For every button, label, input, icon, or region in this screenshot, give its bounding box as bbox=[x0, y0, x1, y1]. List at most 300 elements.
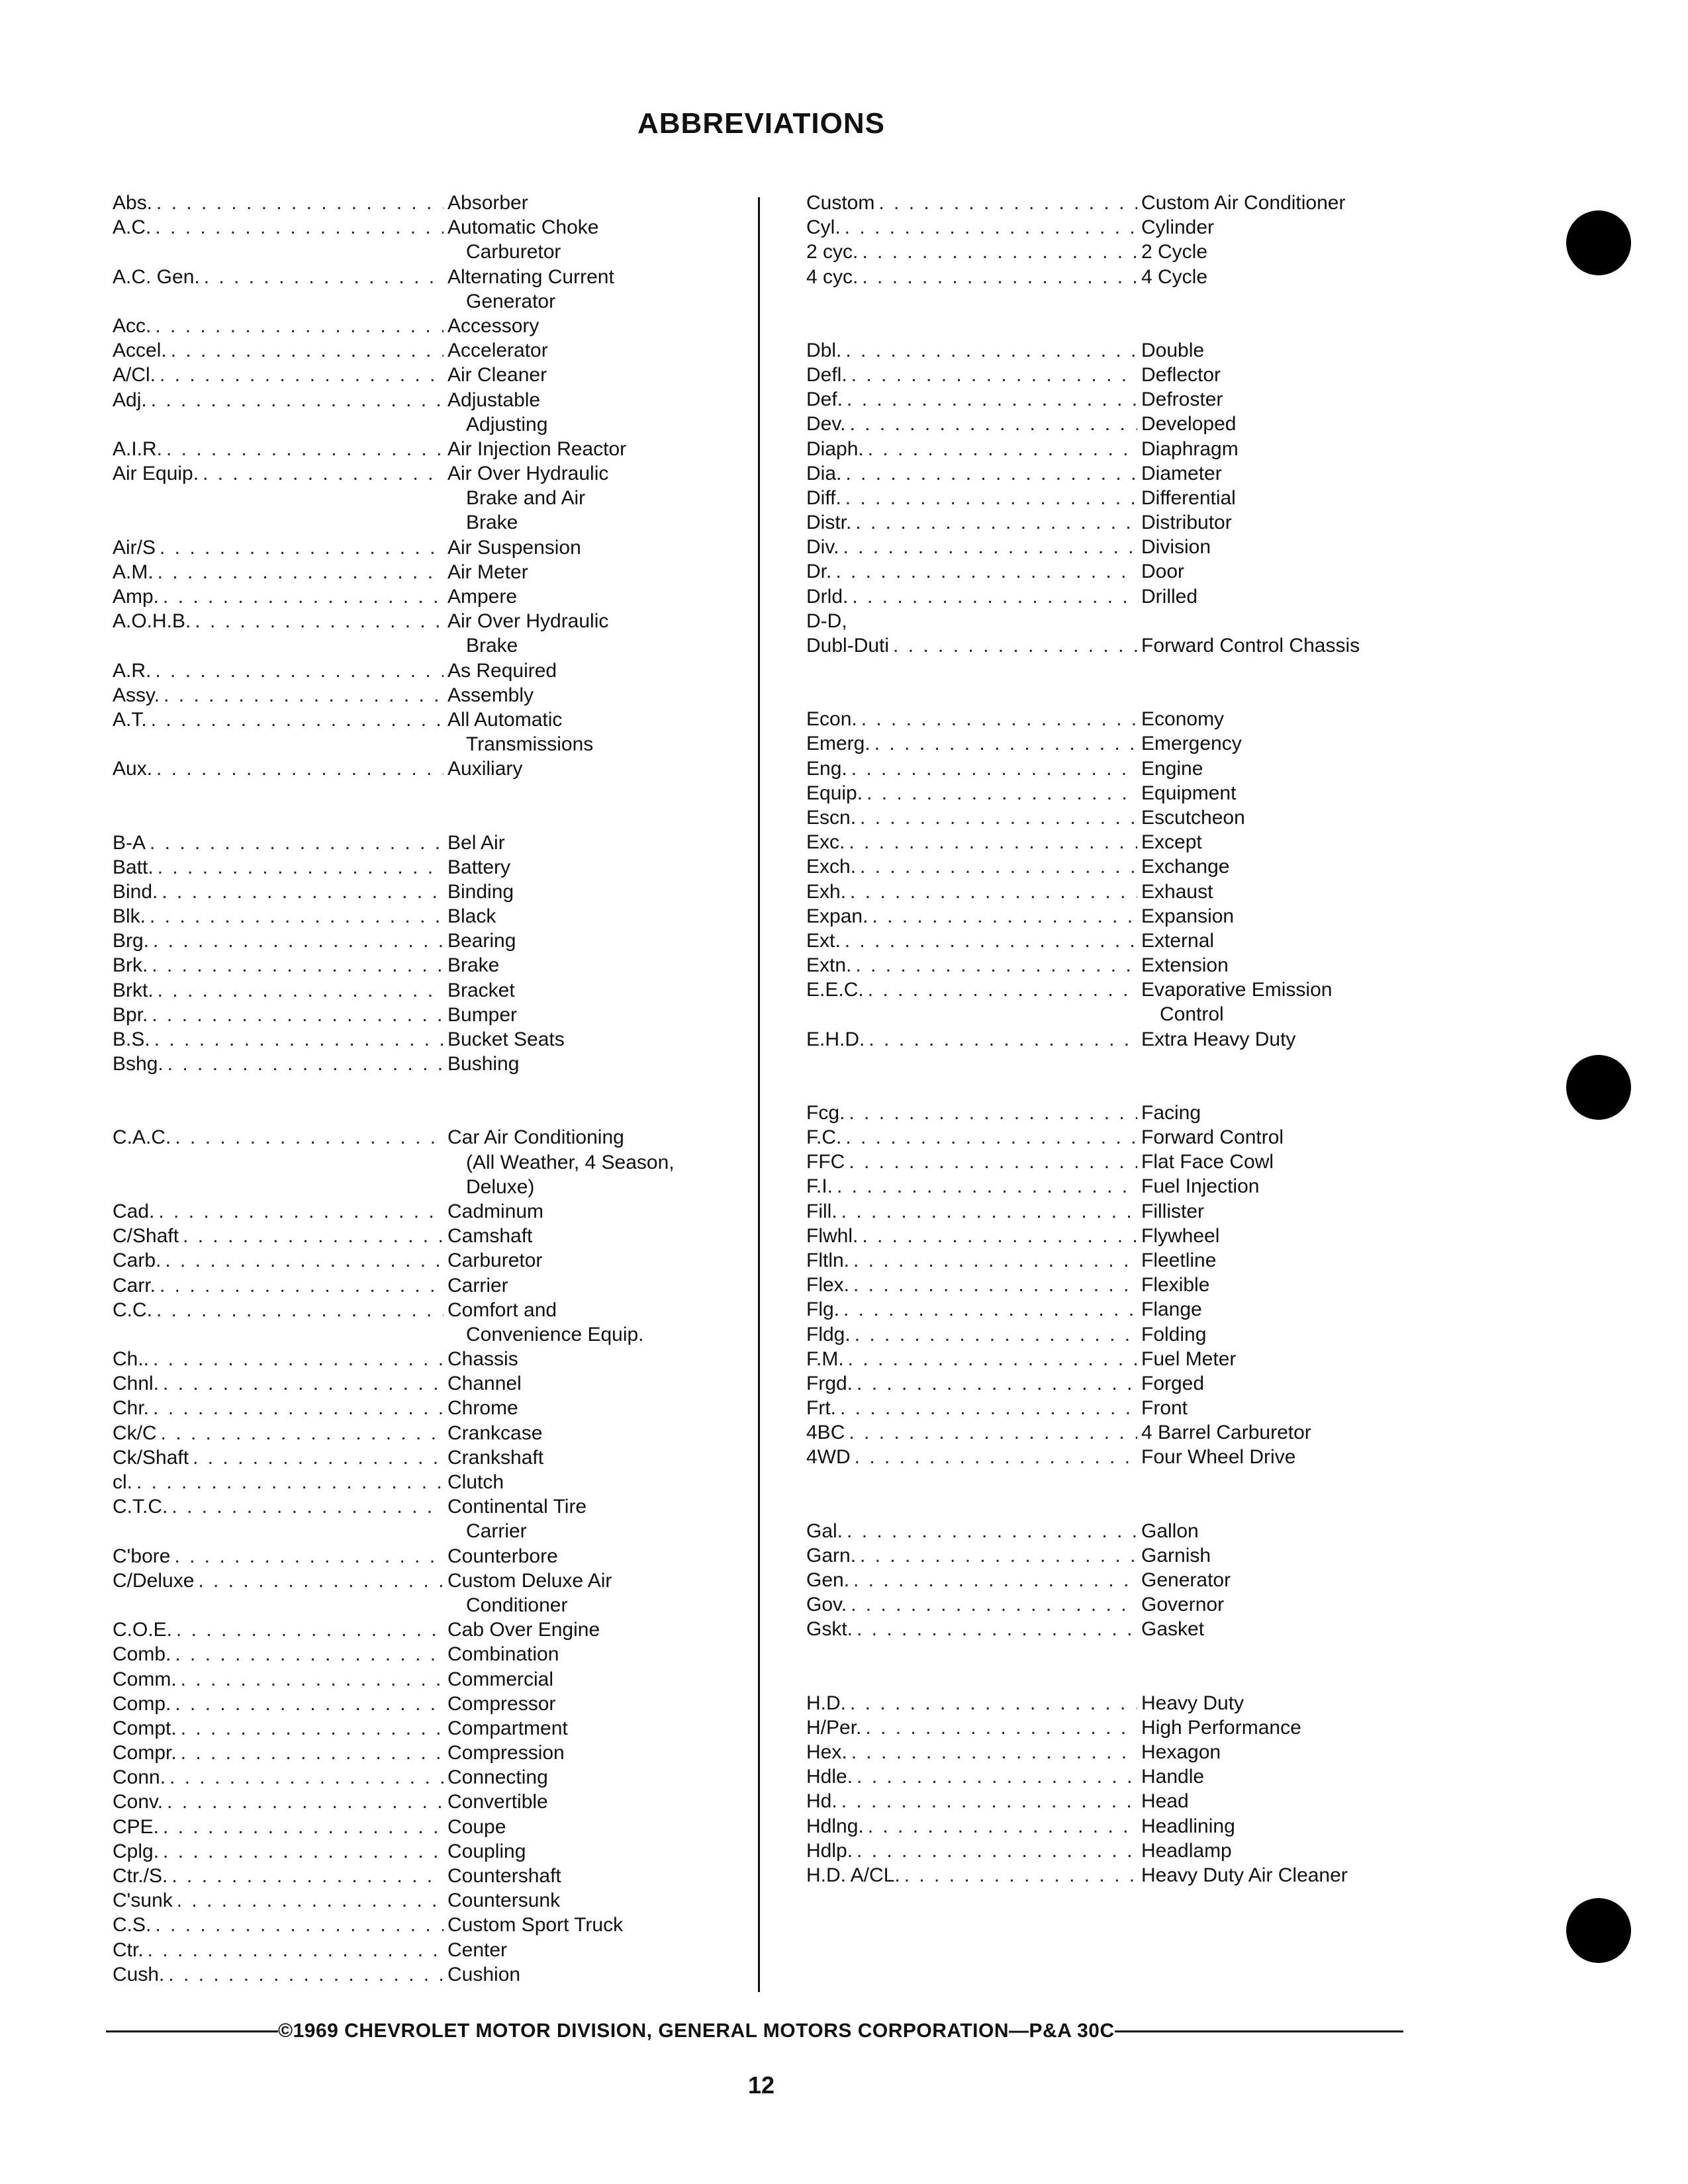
abbreviation-row bbox=[806, 1519, 1415, 1543]
abbreviation-term bbox=[113, 461, 444, 486]
abbreviation-meaning: Cadminum bbox=[447, 1200, 544, 1222]
abbreviation-term bbox=[806, 978, 1137, 1002]
abbreviation-meaning: Transmissions bbox=[466, 733, 594, 756]
abbreviation-term bbox=[113, 1692, 444, 1716]
abbreviation-text: Diaph. bbox=[806, 437, 864, 460]
abbreviation-term bbox=[113, 1519, 444, 1543]
abbreviation-term bbox=[806, 830, 1137, 854]
abbreviation-group bbox=[806, 1101, 1415, 1470]
abbreviation-term bbox=[113, 1199, 444, 1224]
abbreviation-text: E.E.C. bbox=[806, 979, 864, 1001]
dot-leader bbox=[835, 559, 1137, 584]
abbreviation-meaning: Bearing bbox=[447, 930, 516, 952]
abbreviation-row bbox=[806, 805, 1415, 830]
abbreviation-row bbox=[806, 880, 1415, 904]
abbreviation-text: C.S. bbox=[113, 1914, 152, 1936]
abbreviation-meaning: Flat Face Cowl bbox=[1141, 1151, 1274, 1173]
abbreviation-term bbox=[113, 363, 444, 387]
abbreviation-meaning: External bbox=[1141, 929, 1215, 952]
abbreviation-term bbox=[113, 510, 444, 535]
abbreviation-text: C.A.C. bbox=[113, 1126, 171, 1149]
dot-leader bbox=[847, 387, 1137, 412]
abbreviation-text: F.M. bbox=[806, 1347, 844, 1370]
abbreviation-text: A.M. bbox=[113, 561, 154, 583]
abbreviation-text: C/Shaft bbox=[113, 1225, 179, 1248]
abbreviation-meaning: (All Weather, 4 Season, bbox=[466, 1151, 675, 1173]
abbreviation-row bbox=[113, 1839, 722, 1864]
abbreviation-term bbox=[113, 1593, 444, 1617]
abbreviation-meaning: Generator bbox=[466, 290, 556, 312]
abbreviation-term bbox=[113, 314, 444, 338]
abbreviation-meaning: Heavy Duty Air Cleaner bbox=[1141, 1864, 1348, 1886]
dot-leader bbox=[855, 510, 1137, 535]
abbreviation-term bbox=[113, 1544, 444, 1569]
abbreviation-text: Gov. bbox=[806, 1594, 847, 1616]
abbreviation-row bbox=[113, 1519, 722, 1543]
abbreviation-meaning: Compressor bbox=[447, 1692, 556, 1715]
abbreviation-term bbox=[806, 1174, 1137, 1199]
dot-leader bbox=[175, 1125, 444, 1150]
abbreviation-term bbox=[113, 1962, 444, 1987]
dot-leader bbox=[849, 830, 1137, 854]
abbreviation-text: Exh. bbox=[806, 880, 847, 903]
dot-leader bbox=[158, 1199, 444, 1224]
dot-leader bbox=[855, 953, 1137, 978]
dot-leader bbox=[853, 1248, 1137, 1273]
abbreviation-meaning: Handle bbox=[1141, 1766, 1205, 1788]
abbreviation-row bbox=[113, 1864, 722, 1888]
abbreviation-row bbox=[113, 1790, 722, 1814]
abbreviation-text: H/Per. bbox=[806, 1716, 862, 1739]
dot-leader bbox=[163, 1815, 444, 1839]
abbreviation-text: Frt. bbox=[806, 1397, 836, 1420]
abbreviation-meaning: Extension bbox=[1141, 954, 1229, 977]
abbreviation-text: Hdlp. bbox=[806, 1839, 853, 1862]
abbreviation-text: Ch.. bbox=[113, 1348, 150, 1371]
abbreviation-row bbox=[806, 1174, 1415, 1199]
dot-leader bbox=[867, 781, 1137, 805]
abbreviation-row bbox=[806, 363, 1415, 387]
abbreviation-row bbox=[806, 1814, 1415, 1839]
abbreviation-term bbox=[806, 412, 1137, 436]
abbreviation-row bbox=[806, 510, 1415, 535]
abbreviation-term bbox=[113, 659, 444, 683]
dot-leader bbox=[851, 1592, 1137, 1617]
abbreviation-meaning: Folding bbox=[1141, 1323, 1207, 1345]
abbreviation-meaning: Carrier bbox=[447, 1274, 508, 1297]
abbreviation-meaning: Absorber bbox=[447, 192, 528, 214]
abbreviation-meaning: High Performance bbox=[1141, 1716, 1301, 1739]
abbreviation-row bbox=[806, 387, 1415, 412]
abbreviation-term bbox=[113, 904, 444, 929]
dot-leader bbox=[151, 707, 444, 732]
dot-leader bbox=[171, 1494, 444, 1519]
dot-leader bbox=[868, 1814, 1137, 1839]
abbreviation-term bbox=[806, 1519, 1137, 1543]
abbreviation-term bbox=[806, 756, 1137, 781]
abbreviation-row bbox=[113, 1667, 722, 1692]
abbreviation-row bbox=[806, 191, 1415, 215]
abbreviation-meaning: Air Over Hydraulic bbox=[447, 610, 609, 633]
abbreviation-row bbox=[806, 1027, 1415, 1052]
abbreviation-term bbox=[113, 1150, 444, 1175]
abbreviation-text: C/Deluxe bbox=[113, 1569, 195, 1592]
abbreviation-text: Ck/Shaft bbox=[113, 1446, 189, 1469]
abbreviation-term bbox=[113, 633, 444, 658]
abbreviation-row bbox=[113, 855, 722, 880]
abbreviation-meaning: Adjustable bbox=[447, 388, 541, 411]
abbreviation-text: Econ. bbox=[806, 708, 857, 731]
abbreviation-row bbox=[806, 929, 1415, 953]
abbreviation-row bbox=[113, 314, 722, 338]
abbreviation-term bbox=[113, 1765, 444, 1790]
abbreviation-term bbox=[113, 978, 444, 1003]
dot-leader bbox=[862, 1224, 1137, 1248]
abbreviation-row bbox=[113, 880, 722, 904]
abbreviation-row bbox=[806, 240, 1415, 264]
abbreviation-meaning: Cushion bbox=[447, 1963, 521, 1985]
abbreviation-text: Flex. bbox=[806, 1274, 850, 1297]
dot-leader bbox=[868, 437, 1137, 461]
abbreviation-row bbox=[113, 1371, 722, 1396]
abbreviation-term bbox=[806, 1691, 1137, 1715]
abbreviation-row bbox=[113, 1003, 722, 1027]
abbreviation-meaning: Air Suspension bbox=[447, 536, 581, 559]
dot-leader bbox=[855, 1322, 1137, 1347]
abbreviation-meaning: Gallon bbox=[1141, 1520, 1199, 1542]
abbreviation-meaning: Brake bbox=[447, 954, 500, 977]
dot-leader bbox=[160, 363, 444, 387]
dot-leader bbox=[851, 1740, 1137, 1764]
abbreviation-row bbox=[113, 535, 722, 560]
abbreviation-row bbox=[806, 1740, 1415, 1764]
abbreviation-term bbox=[113, 1175, 444, 1199]
abbreviation-row bbox=[113, 1569, 722, 1593]
abbreviation-row bbox=[113, 388, 722, 412]
abbreviation-meaning: All Automatic bbox=[447, 708, 563, 731]
abbreviation-term bbox=[113, 1347, 444, 1371]
abbreviation-row bbox=[806, 437, 1415, 461]
abbreviation-text: Comm. bbox=[113, 1668, 177, 1690]
abbreviation-term bbox=[806, 1764, 1137, 1789]
abbreviation-row bbox=[806, 559, 1415, 584]
abbreviation-row bbox=[806, 1248, 1415, 1273]
abbreviation-term bbox=[113, 1667, 444, 1692]
abbreviation-term bbox=[806, 486, 1137, 510]
dot-leader bbox=[163, 584, 444, 609]
abbreviation-term bbox=[806, 707, 1137, 731]
abbreviation-text: Gen. bbox=[806, 1569, 850, 1591]
abbreviation-meaning: Equipment bbox=[1141, 782, 1237, 804]
dot-leader bbox=[845, 215, 1137, 240]
abbreviation-text: Accel. bbox=[113, 340, 167, 362]
dot-leader bbox=[158, 855, 444, 880]
dot-leader bbox=[136, 1470, 444, 1494]
abbreviation-term bbox=[113, 831, 444, 855]
abbreviation-term bbox=[806, 584, 1137, 609]
abbreviation-row bbox=[113, 904, 722, 929]
abbreviation-text: Cad. bbox=[113, 1200, 155, 1222]
dot-leader bbox=[150, 831, 444, 855]
dot-leader bbox=[850, 1691, 1137, 1715]
abbreviation-meaning: Forward Control Chassis bbox=[1141, 635, 1360, 657]
abbreviation-meaning: Conditioner bbox=[466, 1594, 568, 1616]
abbreviation-term bbox=[806, 1420, 1137, 1445]
abbreviation-meaning: Coupling bbox=[447, 1840, 526, 1862]
copyright-footer bbox=[106, 2020, 1403, 2042]
abbreviation-term bbox=[113, 1913, 444, 1937]
abbreviation-term bbox=[113, 1421, 444, 1445]
abbreviation-text: Drld. bbox=[806, 585, 849, 608]
abbreviation-text: C.O.E. bbox=[113, 1619, 173, 1641]
abbreviation-row bbox=[806, 1224, 1415, 1248]
abbreviation-meaning: Binding bbox=[447, 880, 514, 903]
abbreviation-term bbox=[113, 1741, 444, 1765]
dot-leader bbox=[861, 707, 1137, 731]
abbreviation-row bbox=[113, 363, 722, 387]
abbreviation-term bbox=[113, 1445, 444, 1470]
column-divider bbox=[758, 197, 760, 1992]
abbreviation-row bbox=[113, 560, 722, 584]
abbreviation-meaning: Assembly bbox=[447, 684, 534, 706]
abbreviation-meaning: Cylinder bbox=[1141, 216, 1215, 239]
abbreviation-term bbox=[113, 1003, 444, 1027]
abbreviation-row bbox=[113, 756, 722, 781]
abbreviation-meaning: Carrier bbox=[466, 1520, 527, 1543]
abbreviation-term bbox=[113, 1790, 444, 1814]
copyright-text: ©1969 CHEVROLET MOTOR DIVISION, GENERAL MOTORS CORPORATION—P&A 30C bbox=[278, 2020, 1115, 2042]
abbreviation-term bbox=[113, 1052, 444, 1076]
abbreviation-text: Gal. bbox=[806, 1520, 843, 1542]
page-title: ABBREVIATIONS bbox=[637, 107, 885, 140]
abbreviation-row bbox=[806, 756, 1415, 781]
abbreviation-meaning: Generator bbox=[1141, 1569, 1231, 1591]
abbreviation-meaning: Bel Air bbox=[447, 831, 505, 854]
abbreviation-meaning: Engine bbox=[1141, 757, 1203, 780]
abbreviation-row bbox=[113, 437, 722, 461]
dot-leader bbox=[845, 461, 1137, 486]
abbreviation-meaning: Battery bbox=[447, 856, 511, 878]
abbreviation-term bbox=[806, 1125, 1137, 1150]
dot-leader bbox=[850, 880, 1137, 904]
dot-leader bbox=[853, 1568, 1137, 1592]
abbreviation-row bbox=[113, 1224, 722, 1248]
abbreviation-row bbox=[806, 1568, 1415, 1592]
abbreviation-text: Bshg. bbox=[113, 1053, 164, 1075]
abbreviation-text: Fcg. bbox=[806, 1101, 845, 1124]
abbreviation-term bbox=[806, 1814, 1137, 1839]
abbreviation-row bbox=[113, 929, 722, 953]
abbreviation-term bbox=[113, 683, 444, 707]
abbreviation-term bbox=[113, 1224, 444, 1248]
abbreviation-meaning: Forged bbox=[1141, 1372, 1205, 1394]
abbreviation-meaning: Differential bbox=[1141, 486, 1236, 509]
abbreviation-meaning: Convertible bbox=[447, 1791, 548, 1813]
abbreviation-row bbox=[113, 1716, 722, 1741]
dot-leader bbox=[840, 1396, 1137, 1420]
abbreviation-term bbox=[113, 1371, 444, 1396]
dot-leader bbox=[849, 1101, 1137, 1125]
abbreviation-text: Dr. bbox=[806, 561, 832, 583]
dot-leader bbox=[148, 1938, 444, 1962]
abbreviation-row bbox=[113, 1962, 722, 1987]
abbreviation-text: A.O.H.B. bbox=[113, 610, 191, 633]
dot-leader bbox=[168, 1962, 444, 1987]
abbreviation-row bbox=[806, 1273, 1415, 1297]
abbreviation-term bbox=[113, 929, 444, 953]
abbreviation-text: Cyl. bbox=[806, 216, 841, 239]
abbreviation-row bbox=[806, 1715, 1415, 1740]
dot-leader bbox=[862, 240, 1137, 264]
abbreviation-term bbox=[113, 732, 444, 756]
abbreviation-term bbox=[113, 1396, 444, 1420]
abbreviation-row bbox=[113, 1544, 722, 1569]
abbreviation-term bbox=[113, 265, 444, 289]
abbreviation-text: Diff. bbox=[806, 486, 841, 509]
abbreviation-term bbox=[806, 1863, 1137, 1888]
dot-leader bbox=[152, 953, 444, 978]
abbreviation-group bbox=[113, 1125, 722, 1987]
abbreviation-row bbox=[113, 1396, 722, 1420]
abbreviation-meaning: Flexible bbox=[1141, 1274, 1210, 1297]
abbreviation-meaning: Camshaft bbox=[447, 1225, 533, 1248]
abbreviation-row bbox=[113, 732, 722, 756]
abbreviation-row bbox=[806, 1101, 1415, 1125]
abbreviation-meaning: Deluxe) bbox=[466, 1175, 535, 1198]
abbreviation-row bbox=[806, 535, 1415, 559]
abbreviation-group bbox=[806, 191, 1415, 289]
dot-leader bbox=[848, 1347, 1137, 1371]
abbreviation-text: A.R. bbox=[113, 659, 152, 682]
abbreviation-term bbox=[113, 1273, 444, 1298]
abbreviation-row bbox=[113, 1150, 722, 1175]
abbreviation-text: Ctr./S. bbox=[113, 1865, 168, 1887]
dot-leader bbox=[872, 904, 1137, 929]
abbreviation-text: Equip. bbox=[806, 782, 863, 804]
abbreviation-text: Adj. bbox=[113, 388, 147, 411]
abbreviation-row bbox=[806, 1863, 1415, 1888]
dot-leader bbox=[158, 560, 444, 584]
abbreviation-meaning: Air Cleaner bbox=[447, 364, 547, 387]
abbreviation-row bbox=[806, 731, 1415, 756]
abbreviation-term bbox=[113, 191, 444, 215]
dot-leader bbox=[177, 1888, 444, 1913]
dot-leader bbox=[160, 535, 444, 560]
abbreviation-text: Batt. bbox=[113, 856, 154, 878]
dot-leader bbox=[193, 1445, 444, 1470]
abbreviation-term bbox=[806, 1347, 1137, 1371]
abbreviation-text: F.I. bbox=[806, 1175, 833, 1198]
abbreviation-text: Compt. bbox=[113, 1717, 177, 1739]
abbreviation-row bbox=[113, 240, 722, 264]
abbreviation-meaning: Brake bbox=[466, 635, 518, 657]
abbreviation-meaning: Bucket Seats bbox=[447, 1028, 565, 1050]
abbreviation-row bbox=[806, 1322, 1415, 1347]
abbreviation-meaning: Custom Sport Truck bbox=[447, 1914, 624, 1936]
abbreviation-meaning: Bracket bbox=[447, 979, 515, 1001]
abbreviation-meaning: Chrome bbox=[447, 1397, 518, 1420]
abbreviation-text: Fill. bbox=[806, 1200, 837, 1222]
abbreviation-row bbox=[113, 1199, 722, 1224]
abbreviation-text: Chr. bbox=[113, 1397, 150, 1420]
abbreviation-row bbox=[806, 633, 1415, 658]
abbreviation-term bbox=[806, 880, 1137, 904]
abbreviation-term bbox=[113, 1027, 444, 1052]
abbreviation-text: Hex. bbox=[806, 1741, 847, 1763]
dot-leader bbox=[153, 1396, 444, 1420]
dot-leader bbox=[163, 1839, 444, 1864]
abbreviation-meaning: Automatic Choke bbox=[447, 216, 599, 239]
abbreviation-term bbox=[113, 1864, 444, 1888]
abbreviation-text: CPE. bbox=[113, 1815, 160, 1838]
abbreviation-term bbox=[113, 560, 444, 584]
abbreviation-row bbox=[113, 1052, 722, 1076]
abbreviation-text: Expan. bbox=[806, 905, 868, 927]
abbreviation-meaning: Comfort and bbox=[447, 1298, 557, 1321]
abbreviation-row bbox=[113, 633, 722, 658]
dot-leader bbox=[868, 978, 1137, 1002]
dot-leader bbox=[169, 1765, 444, 1790]
abbreviation-row bbox=[113, 1125, 722, 1150]
abbreviation-term bbox=[806, 1101, 1137, 1125]
abbreviation-meaning: Convenience Equip. bbox=[466, 1323, 644, 1345]
abbreviation-meaning: Custom Deluxe Air bbox=[447, 1569, 612, 1592]
abbreviation-term bbox=[806, 1789, 1137, 1813]
abbreviation-term bbox=[806, 1199, 1137, 1224]
abbreviation-meaning: Ampere bbox=[447, 586, 518, 608]
abbreviation-row bbox=[113, 1494, 722, 1519]
dot-leader bbox=[163, 1371, 444, 1396]
abbreviation-meaning: Fillister bbox=[1141, 1200, 1204, 1222]
abbreviation-text: Abs. bbox=[113, 192, 153, 214]
abbreviation-meaning: Four Wheel Drive bbox=[1141, 1446, 1296, 1469]
abbreviation-term bbox=[806, 535, 1137, 559]
abbreviation-text: Exc. bbox=[806, 831, 845, 854]
abbreviation-row bbox=[113, 1175, 722, 1199]
abbreviation-text: Frgd. bbox=[806, 1372, 853, 1394]
abbreviation-text: Carb. bbox=[113, 1250, 162, 1272]
abbreviation-row bbox=[113, 338, 722, 363]
abbreviation-row bbox=[806, 904, 1415, 929]
abbreviation-meaning: Fuel Injection bbox=[1141, 1175, 1260, 1198]
abbreviation-meaning: Air Injection Reactor bbox=[447, 437, 627, 460]
abbreviation-row bbox=[113, 1888, 722, 1913]
abbreviation-term bbox=[806, 437, 1137, 461]
dot-leader bbox=[862, 265, 1137, 289]
abbreviation-meaning: Brake and Air bbox=[466, 487, 586, 510]
abbreviation-row bbox=[113, 215, 722, 240]
abbreviation-row bbox=[806, 1002, 1415, 1026]
abbreviation-meaning: Center bbox=[447, 1938, 508, 1961]
abbreviation-row bbox=[113, 659, 722, 683]
abbreviation-row bbox=[113, 1741, 722, 1765]
dot-leader bbox=[849, 412, 1137, 436]
abbreviation-term bbox=[113, 1569, 444, 1593]
abbreviation-row bbox=[806, 1420, 1415, 1445]
abbreviation-meaning: Deflector bbox=[1141, 363, 1221, 386]
abbreviation-meaning: Car Air Conditioning bbox=[447, 1126, 624, 1149]
abbreviation-group bbox=[113, 191, 722, 782]
abbreviation-term bbox=[113, 437, 444, 461]
abbreviation-meaning: Compression bbox=[447, 1742, 565, 1764]
abbreviation-row bbox=[806, 978, 1415, 1002]
abbreviation-group bbox=[806, 1691, 1415, 1888]
dot-leader bbox=[171, 1864, 444, 1888]
abbreviation-row bbox=[806, 1297, 1415, 1322]
abbreviation-text: Comb. bbox=[113, 1643, 171, 1666]
dot-leader bbox=[171, 338, 444, 363]
abbreviation-meaning: As Required bbox=[447, 659, 557, 682]
